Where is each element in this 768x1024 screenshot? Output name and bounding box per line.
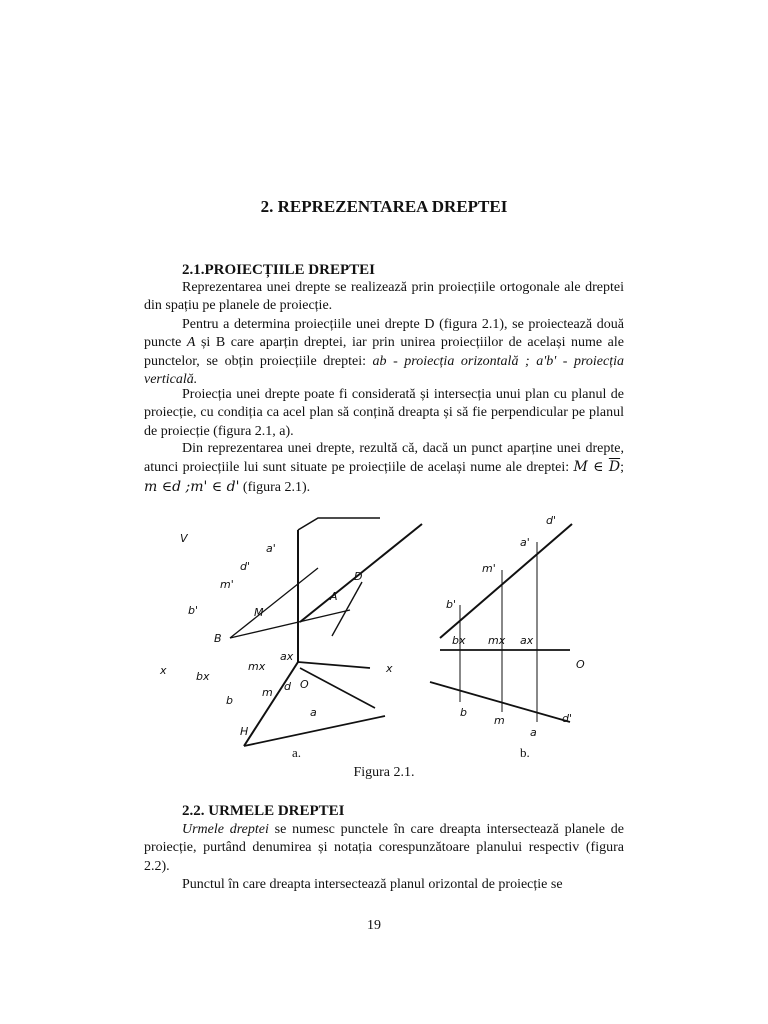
figure-label-a: a. xyxy=(292,745,302,760)
plane-v-top xyxy=(298,518,380,530)
figure-2-1-drawing xyxy=(140,510,620,770)
label-m-a: m xyxy=(262,686,273,699)
label-o-a: O xyxy=(300,678,309,691)
p4-math-membership: M ∈ xyxy=(573,459,609,476)
paragraph-2 xyxy=(144,316,624,390)
p4-math-projections: m ∈d ;m' ∈ d' xyxy=(144,478,240,495)
label-ax: ax xyxy=(280,650,294,663)
label-mx: mx xyxy=(248,660,266,673)
p4-text-start: Din reprezentarea unei drepte, rezultă că, dacă un punct aparține unei drepte, atunci proiecțiile lui sunt situate pe proiecțiile de același nume ale dreptei: xyxy=(144,441,624,476)
label-d-a: d xyxy=(284,680,291,693)
label-b-b: b xyxy=(460,706,467,719)
label-ax-b: ax xyxy=(520,634,534,647)
label-b-a: b xyxy=(226,694,233,707)
line-d-a xyxy=(300,668,375,708)
label-m-prime: m' xyxy=(220,578,234,591)
p5-italic-term: Urmele dreptei xyxy=(182,822,269,837)
label-a-b: a xyxy=(530,726,537,739)
paragraph-5 xyxy=(144,821,624,876)
figure-caption: Figura 2.1. xyxy=(353,765,415,780)
label-d-prime: d' xyxy=(240,560,251,573)
chapter-title: 2. REPREZENTAREA DREPTEI xyxy=(260,197,508,216)
label-b-space: B xyxy=(214,632,222,645)
label-m-prime-b: m' xyxy=(482,562,496,575)
label-x-a: x xyxy=(160,664,167,677)
label-m-space: M xyxy=(254,606,264,619)
label-b-prime: b' xyxy=(188,604,199,617)
p2-text-mid: și B care aparțin dreptei, iar prin unirea proiecțiilor de același nume ale punctelor, se obțin proiecțiile dreptei: xyxy=(144,335,624,369)
label-m-b: m xyxy=(494,714,505,727)
label-mx-b: mx xyxy=(488,634,506,647)
label-b-prime-b: b' xyxy=(446,598,457,611)
label-o-b: O xyxy=(576,658,585,671)
label-h: H xyxy=(240,725,249,738)
label-a-space: A xyxy=(330,590,338,603)
page-number: 19 xyxy=(367,918,381,933)
p4-text-end: (figura 2.1). xyxy=(239,479,311,495)
p2-point-a: A xyxy=(186,335,196,351)
label-d-b: d' xyxy=(562,712,573,725)
label-d-prime-b: d' xyxy=(546,514,557,527)
paragraph-6: Punctul în care dreapta intersectează planul orizontal de proiecție se xyxy=(182,877,563,892)
label-x-b: x xyxy=(386,662,393,675)
label-a-prime: a' xyxy=(266,542,276,555)
paragraph-1: Reprezentarea unei drepte se realizează prin proiecțiile ortogonale ale dreptei din spațiu pe planele de proiecție. xyxy=(144,280,624,314)
p2-italic-text: ab - proiecția orizontală ; a'b' - proiecția verticală. xyxy=(144,353,624,388)
p2-text-start: Pentru a determina proiecțiile unei drepte D (figura 2.1), se proiectează două puncte xyxy=(144,317,624,351)
section-title-traces: 2.2. URMELE DREPTEI xyxy=(182,803,345,819)
p5-text-rest: se numesc punctele în care dreapta intersectează planele de proiecție, purtând denumirea și notația corespunzătoare planului respectiv (figura 2.2). xyxy=(144,822,624,874)
figure-b-diagram xyxy=(385,514,585,739)
plane-v-frame xyxy=(244,530,298,746)
plane-h-bottom xyxy=(244,716,385,746)
axis-x-a xyxy=(298,662,370,668)
label-bx: bx xyxy=(196,670,210,683)
figure-label-b: b. xyxy=(520,745,530,760)
label-d-space: D xyxy=(354,570,363,583)
section-title-projections: 2.1.PROIECȚIILE DREPTEI xyxy=(182,262,375,278)
label-v: V xyxy=(180,532,188,545)
figure-a-diagram xyxy=(159,518,422,746)
label-a-a: a xyxy=(310,706,317,719)
paragraph-4 xyxy=(144,440,624,497)
label-bx-b: bx xyxy=(452,634,466,647)
p4-separator: ; xyxy=(620,460,624,476)
label-a-prime-b: a' xyxy=(520,536,530,549)
paragraph-3: Proiecția unei drepte poate fi considerată și intersecția unui plan cu planul de proiecție, cu condiția ca acel plan să conțină dreapta și să fie perpendicular pe planul de proiecție (figura 2.1, a). xyxy=(144,387,624,439)
p4-math-line-d: $\overline{D}$ xyxy=(608,459,621,476)
